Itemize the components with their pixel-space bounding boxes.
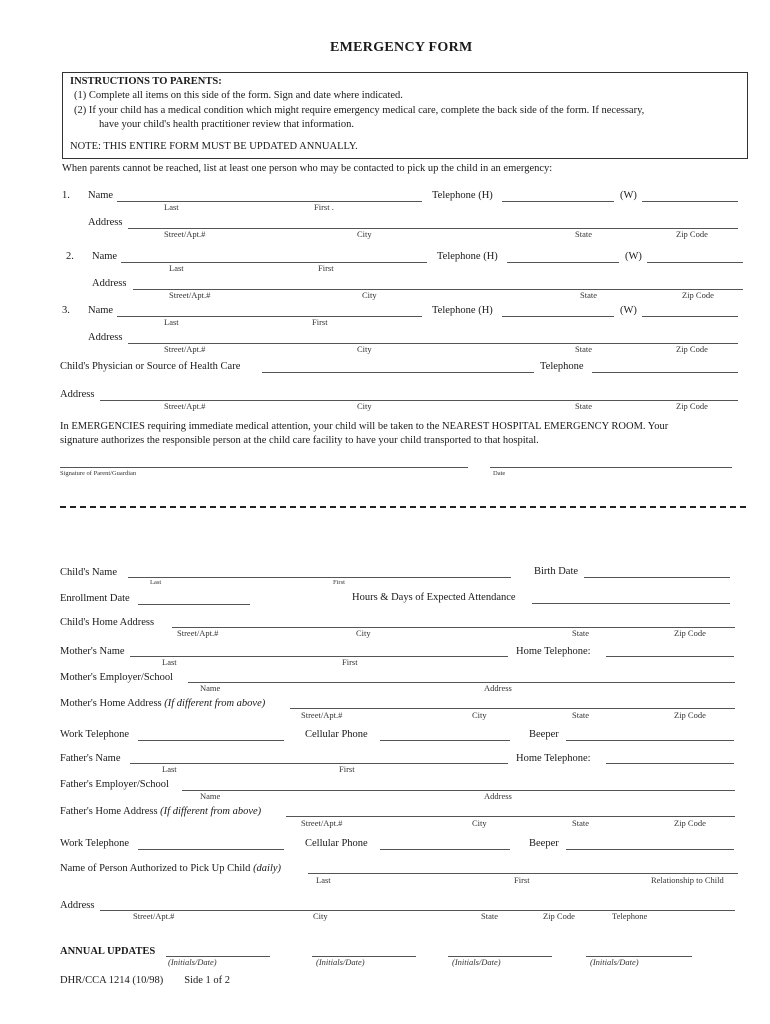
contact-2-tel-h-line[interactable]	[507, 262, 619, 263]
signature-line[interactable]	[60, 467, 468, 468]
contact-3-tel-w-line[interactable]	[642, 316, 738, 317]
fathers-name-first-sub: First	[339, 764, 355, 774]
pickup-street-sub: Street/Apt.#	[133, 911, 175, 921]
contact-3-state-sub: State	[575, 344, 592, 354]
contact-1-tel-h-line[interactable]	[502, 201, 614, 202]
contact-2-zip-sub: Zip Code	[682, 290, 714, 300]
contact-1-address-line[interactable]	[128, 228, 738, 229]
enrollment-date-line[interactable]	[138, 604, 250, 605]
annual-update-1-sub: (Initials/Date)	[168, 957, 217, 967]
annual-update-3-sub: (Initials/Date)	[452, 957, 501, 967]
contact-3-last-sub: Last	[164, 317, 179, 327]
annual-updates-label: ANNUAL UPDATES	[60, 946, 156, 957]
mother-employer-address-sub: Address	[484, 683, 512, 693]
mother-work-telephone-line[interactable]	[138, 740, 284, 741]
contact-3-number: 3.	[62, 305, 70, 316]
instructions-heading: INSTRUCTIONS TO PARENTS:	[70, 76, 222, 87]
pickup-address-label: Address	[60, 900, 95, 911]
contact-2-state-sub: State	[580, 290, 597, 300]
contact-3-street-sub: Street/Apt.#	[164, 344, 206, 354]
child-home-street-sub: Street/Apt.#	[177, 628, 219, 638]
father-cellular-line[interactable]	[380, 849, 510, 850]
contact-1-name-line[interactable]	[117, 201, 422, 202]
instruction-item-2-cont: have your child's health practitioner review that information.	[99, 119, 354, 130]
signature-date-sub: Date	[493, 470, 506, 477]
authorized-pickup-text: Name of Person Authorized to Pick Up Child	[60, 863, 251, 874]
physician-address-label: Address	[60, 389, 95, 400]
contact-2-city-sub: City	[362, 290, 377, 300]
physician-label: Child's Physician or Source of Health Care	[60, 361, 241, 372]
contact-3-name-label: Name	[88, 305, 114, 316]
fathers-name-label: Father's Name	[60, 753, 121, 764]
contact-1-tel-w-line[interactable]	[642, 201, 738, 202]
father-if-different: (If different from above)	[160, 806, 262, 817]
annual-update-4-sub: (Initials/Date)	[590, 957, 639, 967]
contact-3-tel-h-line[interactable]	[502, 316, 614, 317]
contact-1-state-sub: State	[575, 229, 592, 239]
emergency-text-line-2: signature authorizes the responsible person at the child care facility to have your child transported to that hospital.	[60, 435, 539, 446]
father-employer-name-sub: Name	[200, 791, 221, 801]
contact-1-name-label: Name	[88, 190, 114, 201]
father-home-city-sub: City	[472, 818, 487, 828]
contact-2-street-sub: Street/Apt.#	[169, 290, 211, 300]
mother-beeper-line[interactable]	[566, 740, 734, 741]
mother-employer-name-sub: Name	[200, 683, 221, 693]
pickup-telephone-sub: Telephone	[612, 911, 648, 921]
mother-home-telephone-label: Home Telephone:	[516, 646, 591, 657]
father-work-telephone-label: Work Telephone	[60, 838, 130, 849]
father-home-state-sub: State	[572, 818, 589, 828]
physician-telephone-label: Telephone	[540, 361, 584, 372]
annual-update-2-sub: (Initials/Date)	[316, 957, 365, 967]
page-title: EMERGENCY FORM	[330, 40, 473, 55]
authorized-pickup-first-sub: First	[514, 875, 530, 885]
father-employer-line[interactable]	[182, 790, 735, 791]
father-home-street-sub: Street/Apt.#	[301, 818, 343, 828]
contact-2-number: 2.	[66, 251, 74, 262]
child-home-state-sub: State	[572, 628, 589, 638]
child-home-zip-sub: Zip Code	[674, 628, 706, 638]
emergency-text-line-1: In EMERGENCIES requiring immediate medical attention, your child will be taken to the NEAREST HOSPITAL EMERGENCY ROOM. Your	[60, 421, 669, 432]
physician-line[interactable]	[262, 372, 534, 373]
mother-home-state-sub: State	[572, 710, 589, 720]
authorized-pickup-line[interactable]	[308, 873, 738, 874]
mothers-name-last-sub: Last	[162, 657, 177, 667]
contact-1-first-sub: First .	[314, 202, 334, 212]
mother-home-zip-sub: Zip Code	[674, 710, 706, 720]
father-work-telephone-line[interactable]	[138, 849, 284, 850]
form-footer: DHR/CCA 1214 (10/98) Side 1 of 2	[60, 975, 231, 986]
contact-1-tel-h-label: Telephone (H)	[432, 190, 493, 201]
contact-2-address-line[interactable]	[133, 289, 743, 290]
physician-state-sub: State	[575, 401, 592, 411]
father-employer-label: Father's Employer/School	[60, 779, 169, 790]
authorized-pickup-last-sub: Last	[316, 875, 331, 885]
instruction-note: NOTE: THIS ENTIRE FORM MUST BE UPDATED ANNUALLY.	[70, 141, 358, 152]
contact-3-tel-w-label: (W)	[620, 305, 637, 316]
father-home-address-text: Father's Home Address	[60, 806, 158, 817]
contacts-intro: When parents cannot be reached, list at least one person who may be contacted to pick up the child in an emergency:	[62, 163, 553, 174]
hours-days-line[interactable]	[532, 603, 730, 604]
father-home-zip-sub: Zip Code	[674, 818, 706, 828]
mother-home-city-sub: City	[472, 710, 487, 720]
mother-beeper-label: Beeper	[529, 729, 559, 740]
mother-home-street-sub: Street/Apt.#	[301, 710, 343, 720]
mothers-name-line[interactable]	[130, 656, 508, 657]
child-home-address-line[interactable]	[172, 627, 735, 628]
instruction-item-1: (1) Complete all items on this side of the form. Sign and date where indicated.	[74, 90, 403, 101]
father-home-address-line[interactable]	[286, 816, 735, 817]
mother-cellular-line[interactable]	[380, 740, 510, 741]
mother-home-address-label	[60, 698, 265, 709]
fathers-name-line[interactable]	[130, 763, 508, 764]
mother-work-telephone-label: Work Telephone	[60, 729, 130, 740]
physician-telephone-line[interactable]	[592, 372, 738, 373]
childs-name-label: Child's Name	[60, 567, 118, 578]
contact-1-street-sub: Street/Apt.#	[164, 229, 206, 239]
mother-if-different: (If different from above)	[164, 698, 266, 709]
physician-street-sub: Street/Apt.#	[164, 401, 206, 411]
father-employer-address-sub: Address	[484, 791, 512, 801]
childs-name-last-sub: Last	[150, 579, 162, 586]
child-home-address-label: Child's Home Address	[60, 617, 155, 628]
contact-1-city-sub: City	[357, 229, 372, 239]
father-beeper-line[interactable]	[566, 849, 734, 850]
contact-2-tel-h-label: Telephone (H)	[437, 251, 498, 262]
mother-home-address-line[interactable]	[290, 708, 735, 709]
contact-3-city-sub: City	[357, 344, 372, 354]
pickup-city-sub: City	[313, 911, 328, 921]
father-home-address-label	[60, 806, 261, 817]
childs-name-first-sub: First	[333, 579, 345, 586]
fathers-name-last-sub: Last	[162, 764, 177, 774]
contact-1-number: 1.	[62, 190, 70, 201]
pickup-state-sub: State	[481, 911, 498, 921]
contact-2-first-sub: First	[318, 263, 334, 273]
pickup-zip-sub: Zip Code	[543, 911, 575, 921]
contact-3-tel-h-label: Telephone (H)	[432, 305, 493, 316]
contact-1-last-sub: Last	[164, 202, 179, 212]
contact-1-tel-w-label: (W)	[620, 190, 637, 201]
instruction-item-2: (2) If your child has a medical condition which might require emergency medical care, complete the back side of the form. If necessary,	[74, 105, 645, 116]
mothers-name-first-sub: First	[342, 657, 358, 667]
contact-1-address-label: Address	[88, 217, 123, 228]
contact-2-tel-w-line[interactable]	[647, 262, 743, 263]
father-home-telephone-line[interactable]	[606, 763, 734, 764]
mother-employer-label: Mother's Employer/School	[60, 672, 174, 683]
physician-zip-sub: Zip Code	[676, 401, 708, 411]
cut-line	[60, 506, 746, 508]
authorized-pickup-label	[60, 863, 281, 874]
father-beeper-label: Beeper	[529, 838, 559, 849]
birth-date-label: Birth Date	[534, 566, 579, 577]
mother-home-address-text: Mother's Home Address	[60, 698, 162, 709]
contact-3-first-sub: First	[312, 317, 328, 327]
contact-3-zip-sub: Zip Code	[676, 344, 708, 354]
contact-3-address-label: Address	[88, 332, 123, 343]
mother-employer-line[interactable]	[188, 682, 735, 683]
signature-sub: Signature of Parent/Guardian	[60, 470, 137, 477]
hours-days-label: Hours & Days of Expected Attendance	[352, 592, 516, 603]
contact-2-tel-w-label: (W)	[625, 251, 642, 262]
contact-3-address-line[interactable]	[128, 343, 738, 344]
child-home-city-sub: City	[356, 628, 371, 638]
enrollment-date-label: Enrollment Date	[60, 593, 130, 604]
father-home-telephone-label: Home Telephone:	[516, 753, 591, 764]
contact-3-name-line[interactable]	[117, 316, 422, 317]
father-cellular-label: Cellular Phone	[305, 838, 368, 849]
mother-cellular-label: Cellular Phone	[305, 729, 368, 740]
childs-name-line[interactable]	[128, 577, 511, 578]
contact-2-name-label: Name	[92, 251, 118, 262]
contact-2-address-label: Address	[92, 278, 127, 289]
authorized-pickup-relationship-sub: Relationship to Child	[651, 875, 724, 885]
contact-1-zip-sub: Zip Code	[676, 229, 708, 239]
contact-2-last-sub: Last	[169, 263, 184, 273]
birth-date-line[interactable]	[584, 577, 730, 578]
mother-home-telephone-line[interactable]	[606, 656, 734, 657]
signature-date-line[interactable]	[490, 467, 732, 468]
contact-2-name-line[interactable]	[121, 262, 427, 263]
physician-city-sub: City	[357, 401, 372, 411]
mothers-name-label: Mother's Name	[60, 646, 125, 657]
authorized-pickup-daily: (daily)	[253, 863, 282, 874]
